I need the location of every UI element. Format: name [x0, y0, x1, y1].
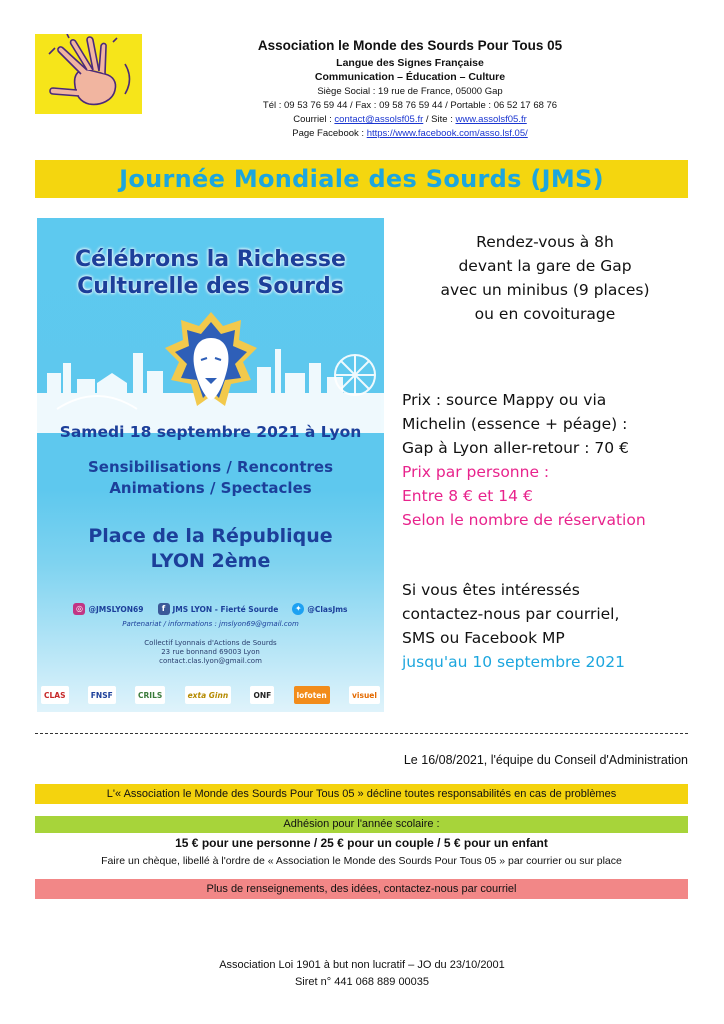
contact-deadline: jusqu'au 10 septembre 2021	[402, 653, 625, 671]
facebook-icon: f	[158, 603, 170, 615]
lion-head-icon	[161, 308, 261, 428]
collectif-name: Collectif Lyonnais d'Actions de Sourds	[144, 639, 277, 647]
poster-collectif	[37, 639, 384, 666]
org-name: Association le Monde des Sourds Pour Tous 05	[257, 38, 563, 53]
price-depends: Selon le nombre de réservation	[402, 511, 646, 529]
meeting-line-2: devant la gare de Gap	[458, 257, 632, 275]
meeting-line-3: avec un minibus (9 places)	[440, 281, 650, 299]
facebook-line	[150, 127, 670, 141]
email-label: Courriel :	[293, 114, 335, 125]
meeting-line-1: Rendez-vous à 8h	[476, 233, 614, 251]
social-facebook	[158, 603, 279, 615]
association-header	[150, 38, 670, 141]
poster-activities	[37, 457, 384, 499]
price-range: Entre 8 € et 14 €	[402, 487, 533, 505]
meeting-line-4: ou en covoiturage	[474, 305, 616, 323]
event-poster	[37, 218, 384, 712]
signature: Le 16/08/2021, l'équipe du Conseil d'Administration	[403, 753, 688, 767]
price-line-2: Michelin (essence + péage) :	[402, 415, 628, 433]
partner-logo: FNSF	[88, 686, 116, 704]
instagram-handle: @JMSLYON69	[88, 604, 144, 614]
partner-logo: exta Ginn	[185, 686, 232, 704]
social-instagram	[73, 603, 143, 615]
signing-hand-icon	[35, 34, 142, 114]
membership-cheque: Faire un chèque, libellé à l'ordre de « Association le Monde des Sourds Pour Tous 05 » par courrier ou sur place	[101, 855, 622, 867]
more-info-bar: Plus de renseignements, des idées, contactez-nous par courriel	[35, 879, 688, 899]
twitter-icon: ✦	[292, 603, 304, 615]
email-link[interactable]: contact@assolsf05.fr	[334, 114, 424, 125]
facebook-handle: JMS LYON - Fierté Sourde	[172, 604, 279, 614]
collectif-email: contact.clas.lyon@gmail.com	[159, 657, 262, 665]
poster-activities-2: Animations / Spectacles	[109, 479, 312, 497]
poster-headline-2: Culturelle des Sourds	[77, 274, 344, 299]
price-line-1: Prix : source Mappy ou via	[402, 391, 607, 409]
partner-logo: CRILS	[135, 686, 165, 704]
poster-place-1: Place de la République	[88, 525, 333, 547]
facebook-link[interactable]: https://www.facebook.com/asso.lsf.05/	[366, 128, 528, 139]
twitter-handle: @ClasJms	[307, 604, 348, 614]
collectif-address: 23 rue bonnand 69003 Lyon	[161, 648, 260, 656]
price-info	[402, 388, 702, 532]
language-line: Langue des Signes Française	[336, 57, 484, 69]
contact-line-1: Si vous êtes intéressés	[402, 581, 580, 599]
poster-place-2: LYON 2ème	[150, 550, 271, 572]
contact-info	[402, 578, 702, 674]
page-title: Journée Mondiale des Sourds (JMS)	[119, 165, 604, 193]
poster-headline-1: Célébrons la Richesse	[75, 247, 346, 272]
contact-line	[150, 113, 670, 127]
price-per-person: Prix par personne :	[402, 463, 550, 481]
phones-line: Tél : 09 53 76 59 44 / Fax : 09 58 76 59 44 / Portable : 06 52 17 68 76	[262, 100, 558, 111]
facebook-label: Page Facebook :	[292, 128, 367, 139]
partner-logo: ONF	[250, 686, 274, 704]
poster-headline	[37, 246, 384, 300]
footer	[0, 957, 724, 991]
poster-place	[37, 524, 384, 574]
membership-prices: 15 € pour une personne / 25 € pour un couple / 5 € pour un enfant	[175, 836, 548, 850]
title-banner	[35, 160, 688, 198]
partner-logo: visuel	[349, 686, 380, 704]
site-label: / Site :	[423, 114, 456, 125]
membership-label-bar: Adhésion pour l'année scolaire :	[35, 816, 688, 833]
contact-line-2: contactez-nous par courriel,	[402, 605, 620, 623]
poster-partner-line: Partenariat / informations : jmslyon69@gmail.com	[122, 620, 299, 628]
partner-logos	[41, 684, 380, 706]
address-line: Siège Social : 19 rue de France, 05000 Gap	[317, 86, 503, 97]
footer-line-1: Association Loi 1901 à but non lucratif – JO du 23/10/2001	[219, 959, 505, 971]
social-twitter	[292, 603, 347, 615]
contact-line-3: SMS ou Facebook MP	[402, 629, 565, 647]
disclaimer-bar: L'« Association le Monde des Sourds Pour Tous 05 » décline toutes responsabilités en cas de problèmes	[35, 784, 688, 804]
association-logo	[35, 34, 142, 114]
footer-line-2: Siret n° 441 068 889 00035	[294, 976, 430, 988]
poster-socials	[37, 603, 384, 615]
site-link[interactable]: www.assolsf05.fr	[455, 114, 527, 125]
partner-logo: CLAS	[41, 686, 69, 704]
tagline: Communication – Éducation – Culture	[314, 71, 506, 83]
poster-date: Samedi 18 septembre 2021 à Lyon	[59, 423, 362, 441]
poster-activities-1: Sensibilisations / Rencontres	[87, 458, 334, 476]
partner-logo: lofoten	[294, 686, 330, 704]
instagram-icon: ◎	[73, 603, 85, 615]
price-line-3: Gap à Lyon aller-retour : 70 €	[402, 439, 629, 457]
dashed-divider	[35, 733, 688, 734]
meeting-info	[400, 230, 690, 326]
